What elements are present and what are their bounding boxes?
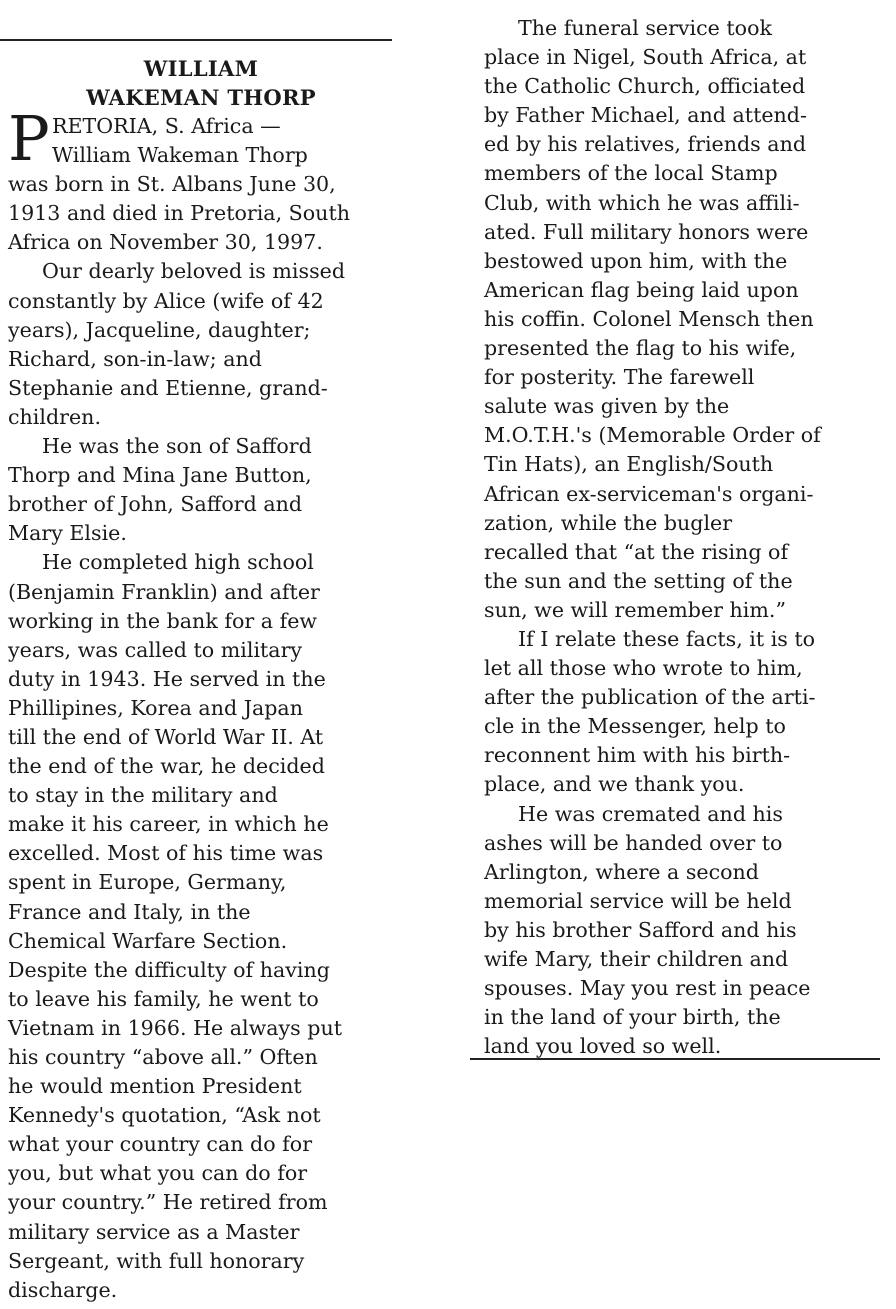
paragraph-line: his coffin. Colonel Mensch then [484,306,814,331]
paragraph-line: working in the bank for a few [8,608,318,633]
paragraph-line: ed by his relatives, friends and [484,132,807,157]
paragraph-line: Thorp and Mina Jane Button, [8,463,312,488]
paragraph-line: RETORIA, S. Africa — [52,114,281,138]
paragraph-line: (Benjamin Franklin) and after [8,579,320,604]
paragraph-line: The funeral service took [518,16,772,40]
paragraph-line: presented the flag to his wife, [484,336,797,361]
paragraph-line: his country “above all.” Often [8,1045,318,1069]
paragraph [8,257,394,432]
paragraph-line: France and Italy, in the [8,899,251,924]
paragraph-line: Tin Hats), an English/South [484,452,774,477]
paragraph-line: Club, with which he was affili- [484,190,800,215]
paragraph [484,14,884,625]
paragraph-line: Stephanie and Etienne, grand- [8,375,328,400]
paragraph-line: He was cremated and his [518,801,783,826]
paragraph-line: by Father Michael, and attend- [484,103,807,128]
paragraph-line: brother of John, Safford and [8,492,303,517]
paragraph-line: children. [8,404,101,429]
paragraph-line: constantly by Alice (wife of 42 [8,288,324,313]
paragraph-line: let all those who wrote to him, [484,656,803,681]
paragraph-line: he would mention President [8,1074,302,1099]
paragraph-line: reconnent him with his birth- [484,743,791,768]
paragraph-line: years, was called to military [8,637,303,662]
paragraph-line: memorial service will be held [484,888,792,913]
paragraph-line: land you loved so well. [484,1034,722,1059]
paragraph-line: the Catholic Church, officiated [484,74,806,99]
top-divider-rule [0,39,392,41]
bottom-divider-rule [470,1058,880,1060]
left-column [8,54,394,1305]
paragraph-line: Sergeant, with full honorary [8,1248,305,1273]
paragraph-line: to stay in the military and [8,783,278,808]
paragraph-line: discharge. [8,1277,118,1302]
paragraph [484,625,884,800]
paragraph-line: ated. Full military honors were [484,219,809,244]
paragraph-line: William Wakeman Thorp [52,143,308,168]
paragraph-line: members of the local Stamp [484,161,778,186]
paragraph-line: place in Nigel, South Africa, at [484,45,807,70]
drop-cap-letter: P [8,102,50,175]
paragraph-line: recalled that “at the rising of [484,539,789,564]
paragraph-line: make it his career, in which he [8,812,329,837]
paragraph-line: zation, while the bugler [484,510,733,535]
paragraph-line: Africa on November 30, 1997. [8,230,323,255]
paragraph-line: Kennedy's quotation, “Ask not [8,1103,321,1128]
paragraph-line: by his brother Safford and his [484,917,797,942]
paragraph-line: Richard, son-in-law; and [8,346,262,371]
paragraph-line: sun, we will remember him.” [484,597,786,622]
paragraph-line: Vietnam in 1966. He always put [8,1015,343,1040]
paragraph [8,548,394,1304]
paragraph-line: the end of the war, he decided [8,754,325,779]
right-column [484,14,884,1061]
paragraph-line: Despite the difficulty of having [8,957,330,982]
paragraph-line: wife Mary, their children and [484,947,789,971]
paragraph-line: He completed high school [42,550,314,575]
paragraph-line: Mary Elsie. [8,521,127,546]
paragraph-line: bestowed upon him, with the [484,248,788,273]
paragraph-line: what your country can do for [8,1132,313,1157]
paragraph-line: for posterity. The farewell [484,365,755,390]
paragraph-line: He was the son of Safford [42,434,312,459]
first-paragraph [8,102,394,257]
paragraph [484,800,884,1062]
paragraph-line: place, and we thank you. [484,772,745,797]
paragraph-line: Phillipines, Korea and Japan [8,695,303,720]
obituary-headline-line-1: WILLIAM [143,56,259,81]
paragraph-line: till the end of World War II. At [8,724,324,749]
paragraph-line: spent in Europe, Germany, [8,870,287,895]
paragraph-line: you, but what you can do for [8,1161,308,1186]
obituary-headline-line-2: WAKEMAN THORP [86,85,316,110]
paragraph-line: to leave his family, he went to [8,986,319,1011]
paragraph-line: American flag being laid upon [484,277,799,302]
paragraph [8,432,394,548]
paragraph-line: after the publication of the arti- [484,685,816,710]
paragraph-line: spouses. May you rest in peace [484,976,811,1001]
paragraph-line: Chemical Warfare Section. [8,928,288,953]
paragraph-line: cle in the Messenger, help to [484,714,786,739]
paragraph-line: duty in 1943. He served in the [8,666,326,691]
paragraph-line: salute was given by the [484,394,730,419]
paragraph-line: the sun and the setting of the [484,568,793,593]
paragraph-line: excelled. Most of his time was [8,841,324,866]
paragraph-line: in the land of your birth, the [484,1005,781,1030]
paragraph-line: Our dearly beloved is missed [42,259,346,284]
paragraph-line: was born in St. Albans June 30, [8,172,336,197]
paragraph-line: military service as a Master [8,1219,300,1244]
paragraph-line: African ex-serviceman's organi- [484,481,814,506]
left-column-body [8,257,394,1304]
right-column-body [484,14,884,1061]
paragraph-line: ashes will be handed over to [484,830,783,855]
paragraph-line: 1913 and died in Pretoria, South [8,201,350,226]
paragraph-line: your country.” He retired from [8,1190,328,1215]
paragraph-line: Arlington, where a second [484,859,759,884]
paragraph-line: M.O.T.H.'s (Memorable Order of [484,423,821,448]
paragraph-line: years), Jacqueline, daughter; [8,317,311,342]
paragraph-line: If I relate these facts, it is to [518,626,816,651]
